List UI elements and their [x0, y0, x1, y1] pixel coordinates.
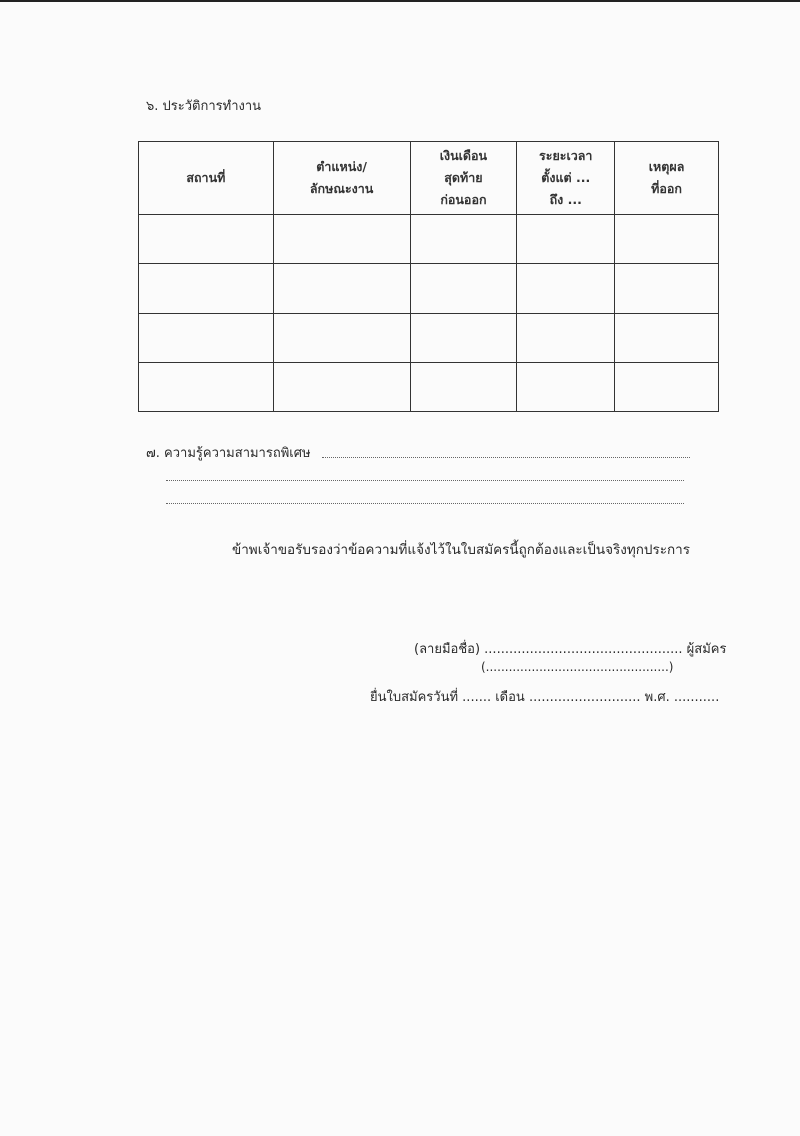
table-cell: [139, 313, 274, 362]
signature-line: (ลายมือชื่อ) ................................................ ผู้สมัคร: [414, 642, 727, 657]
table-cell: [615, 362, 719, 411]
table-cell: [139, 362, 274, 411]
dotted-fill-line: [166, 480, 684, 481]
header-line: เหตุผล: [648, 159, 685, 174]
header-line: เงินเดือน: [439, 148, 488, 163]
table-row: [139, 264, 719, 313]
dotted-fill-line: [166, 503, 684, 504]
header-line: ระยะเวลา: [539, 148, 593, 163]
printed-name-line: (................................................): [481, 660, 674, 674]
header-last-salary: [410, 142, 517, 215]
table-cell: [410, 215, 517, 264]
table-cell: [273, 313, 410, 362]
table-cell: [517, 313, 615, 362]
table-cell: [273, 264, 410, 313]
table-cell: [615, 264, 719, 313]
table-cell: [517, 362, 615, 411]
table-row: [139, 362, 719, 411]
table-cell: [410, 362, 517, 411]
header-place: [139, 142, 274, 215]
header-line: สุดท้าย: [444, 170, 483, 185]
work-history-table: [138, 141, 719, 412]
table-cell: [139, 215, 274, 264]
table-cell: [410, 313, 517, 362]
table-cell: [615, 313, 719, 362]
submission-date-line: ยื่นใบสมัครวันที่ ....... เดือน ........................... พ.ศ. ...........: [370, 690, 720, 705]
table-cell: [517, 215, 615, 264]
table-cell: [273, 215, 410, 264]
header-line: ตำแหน่ง/: [316, 159, 367, 174]
header-line: ถึง ...: [549, 192, 582, 207]
header-line: ก่อนออก: [440, 192, 487, 207]
header-line: ลักษณะงาน: [309, 181, 374, 196]
table-cell: [273, 362, 410, 411]
dotted-fill-line: [322, 457, 690, 458]
section-6-heading: ๖. ประวัติการทำงาน: [146, 99, 262, 114]
header-period: [517, 142, 615, 215]
table-header-row: [139, 142, 719, 215]
header-position: [273, 142, 410, 215]
header-reason: [615, 142, 719, 215]
table-cell: [615, 215, 719, 264]
table-row: [139, 215, 719, 264]
header-line: สถานที่: [186, 170, 226, 185]
scan-edge-line: [0, 0, 800, 2]
table-cell: [410, 264, 517, 313]
header-line: ตั้งแต่ ...: [541, 170, 591, 185]
table-cell: [139, 264, 274, 313]
section-7-label: ๗. ความรู้ความสามารถพิเศษ: [146, 446, 311, 461]
table-cell: [517, 264, 615, 313]
table-row: [139, 313, 719, 362]
header-line: ที่ออก: [651, 181, 682, 196]
certification-statement: ข้าพเจ้าขอรับรองว่าข้อความที่แจ้งไว้ในใบสมัครนี้ถูกต้องและเป็นจริงทุกประการ: [232, 542, 690, 558]
